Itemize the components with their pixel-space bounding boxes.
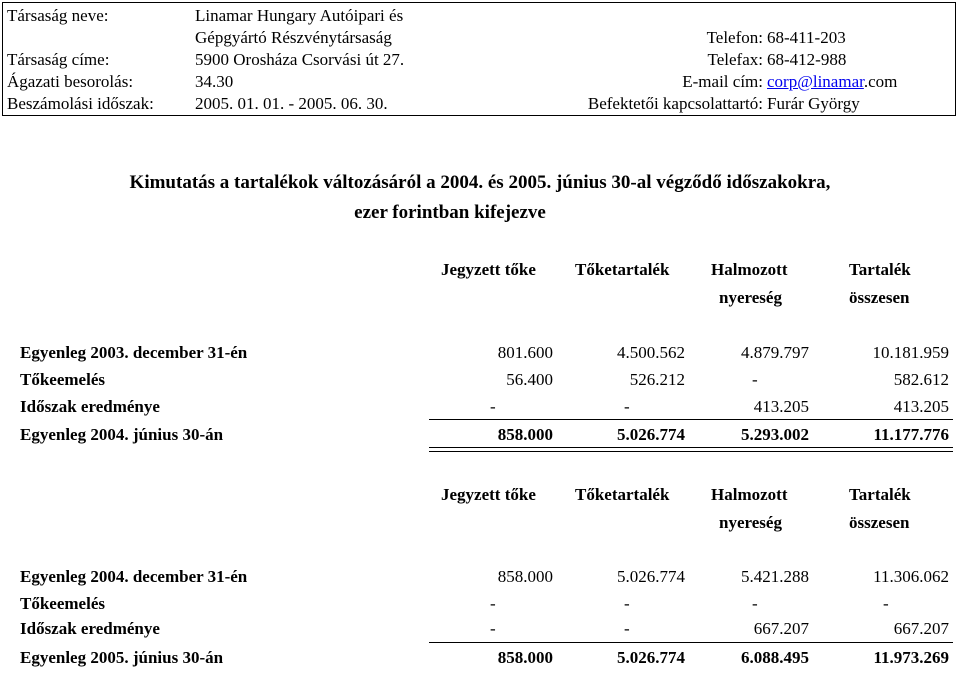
table-row-label: Egyenleg 2004. december 31-én — [20, 567, 248, 586]
table-cell: 4.879.797 — [741, 343, 809, 362]
table-cell: 667.207 — [893, 619, 949, 638]
table-cell: 6.088.495 — [741, 648, 809, 667]
table-row-label: Tőkeemelés — [20, 594, 105, 613]
table-cell: 667.207 — [753, 619, 809, 638]
fax-label: Telefax: — [707, 50, 763, 69]
col-header-osszesen: összesen — [849, 288, 910, 307]
table-cell: - — [490, 397, 496, 416]
col-header-jegyzett-toke: Jegyzett tőke — [441, 260, 536, 279]
table-row-label: Tőkeemelés — [20, 370, 105, 389]
subtotal-rule — [429, 419, 953, 420]
table-cell: 801.600 — [497, 343, 553, 362]
company-info-box — [2, 2, 956, 116]
table-cell: - — [752, 594, 758, 613]
table-cell: - — [624, 594, 630, 613]
table-cell: 10.181.959 — [872, 343, 949, 362]
email-link[interactable]: corp@linamar — [767, 72, 864, 91]
table-cell: 413.205 — [893, 397, 949, 416]
period-label: Beszámolási időszak: — [7, 94, 154, 113]
col-header-toketartalek: Tőketartalék — [575, 485, 670, 504]
table-row-label: Egyenleg 2003. december 31-én — [20, 343, 248, 362]
table-cell: 5.026.774 — [617, 567, 685, 586]
col-header-nyereseg: nyereség — [719, 288, 782, 307]
table-cell: - — [752, 370, 758, 389]
company-name-line2: Gépgyártó Részvénytársaság — [195, 28, 392, 47]
table-cell: 5.421.288 — [741, 567, 809, 586]
email-label: E-mail cím: — [682, 72, 763, 91]
subtotal-rule — [429, 642, 953, 643]
table-cell: 56.400 — [506, 370, 553, 389]
table-cell: 858.000 — [497, 425, 553, 444]
table-row-label: Egyenleg 2005. június 30-án — [20, 648, 224, 667]
table-cell: 5.293.002 — [741, 425, 809, 444]
table-cell: 858.000 — [497, 567, 553, 586]
col-header-jegyzett-toke: Jegyzett tőke — [441, 485, 536, 504]
table-row-label: Időszak eredménye — [20, 397, 160, 416]
table-cell: 11.306.062 — [873, 567, 949, 586]
col-header-tartalek: Tartalék — [849, 485, 911, 504]
address-label: Társaság címe: — [7, 50, 110, 69]
company-name-label: Társaság neve: — [7, 6, 109, 25]
company-name-line1: Linamar Hungary Autóipari és — [195, 6, 404, 25]
period-value: 2005. 01. 01. - 2005. 06. 30. — [195, 94, 388, 113]
table-cell: - — [624, 619, 630, 638]
email-domain: .com — [863, 72, 898, 91]
table-cell: 526.212 — [629, 370, 685, 389]
table-row-label: Egyenleg 2004. június 30-án — [20, 425, 224, 444]
table-cell: 582.612 — [893, 370, 949, 389]
sector-value: 34.30 — [195, 72, 234, 91]
email-value[interactable] — [767, 72, 897, 92]
phone-value: 68-411-203 — [767, 28, 846, 47]
table-cell: - — [883, 594, 889, 613]
table-row-label: Időszak eredménye — [20, 619, 160, 638]
table-cell: 413.205 — [753, 397, 809, 416]
col-header-nyereseg: nyereség — [719, 513, 782, 532]
col-header-halmozott: Halmozott — [711, 485, 788, 504]
table-cell: 5.026.774 — [617, 648, 685, 667]
col-header-tartalek: Tartalék — [849, 260, 911, 279]
table-cell: 11.973.269 — [873, 648, 949, 667]
sector-label: Ágazati besorolás: — [7, 72, 134, 91]
table-cell: 5.026.774 — [617, 425, 685, 444]
col-header-toketartalek: Tőketartalék — [575, 260, 670, 279]
total-double-rule — [429, 447, 953, 452]
phone-label: Telefon: — [706, 28, 763, 47]
report-subtitle: ezer forintban kifejezve — [354, 202, 546, 223]
col-header-halmozott: Halmozott — [711, 260, 788, 279]
address-value: 5900 Orosháza Csorvási út 27. — [195, 50, 405, 69]
fax-value: 68-412-988 — [767, 50, 847, 69]
col-header-osszesen: összesen — [849, 513, 910, 532]
table-cell: - — [490, 619, 496, 638]
table-cell: 858.000 — [497, 648, 553, 667]
ir-contact-label: Befektetői kapcsolattartó: — [587, 94, 763, 113]
table-cell: - — [490, 594, 496, 613]
ir-contact-value: Furár György — [767, 94, 860, 113]
table-cell: - — [624, 397, 630, 416]
table-cell: 4.500.562 — [617, 343, 685, 362]
table-cell: 11.177.776 — [873, 425, 949, 444]
report-title: Kimutatás a tartalékok változásáról a 2004. és 2005. június 30-al végződő időszakokra, — [129, 172, 831, 193]
